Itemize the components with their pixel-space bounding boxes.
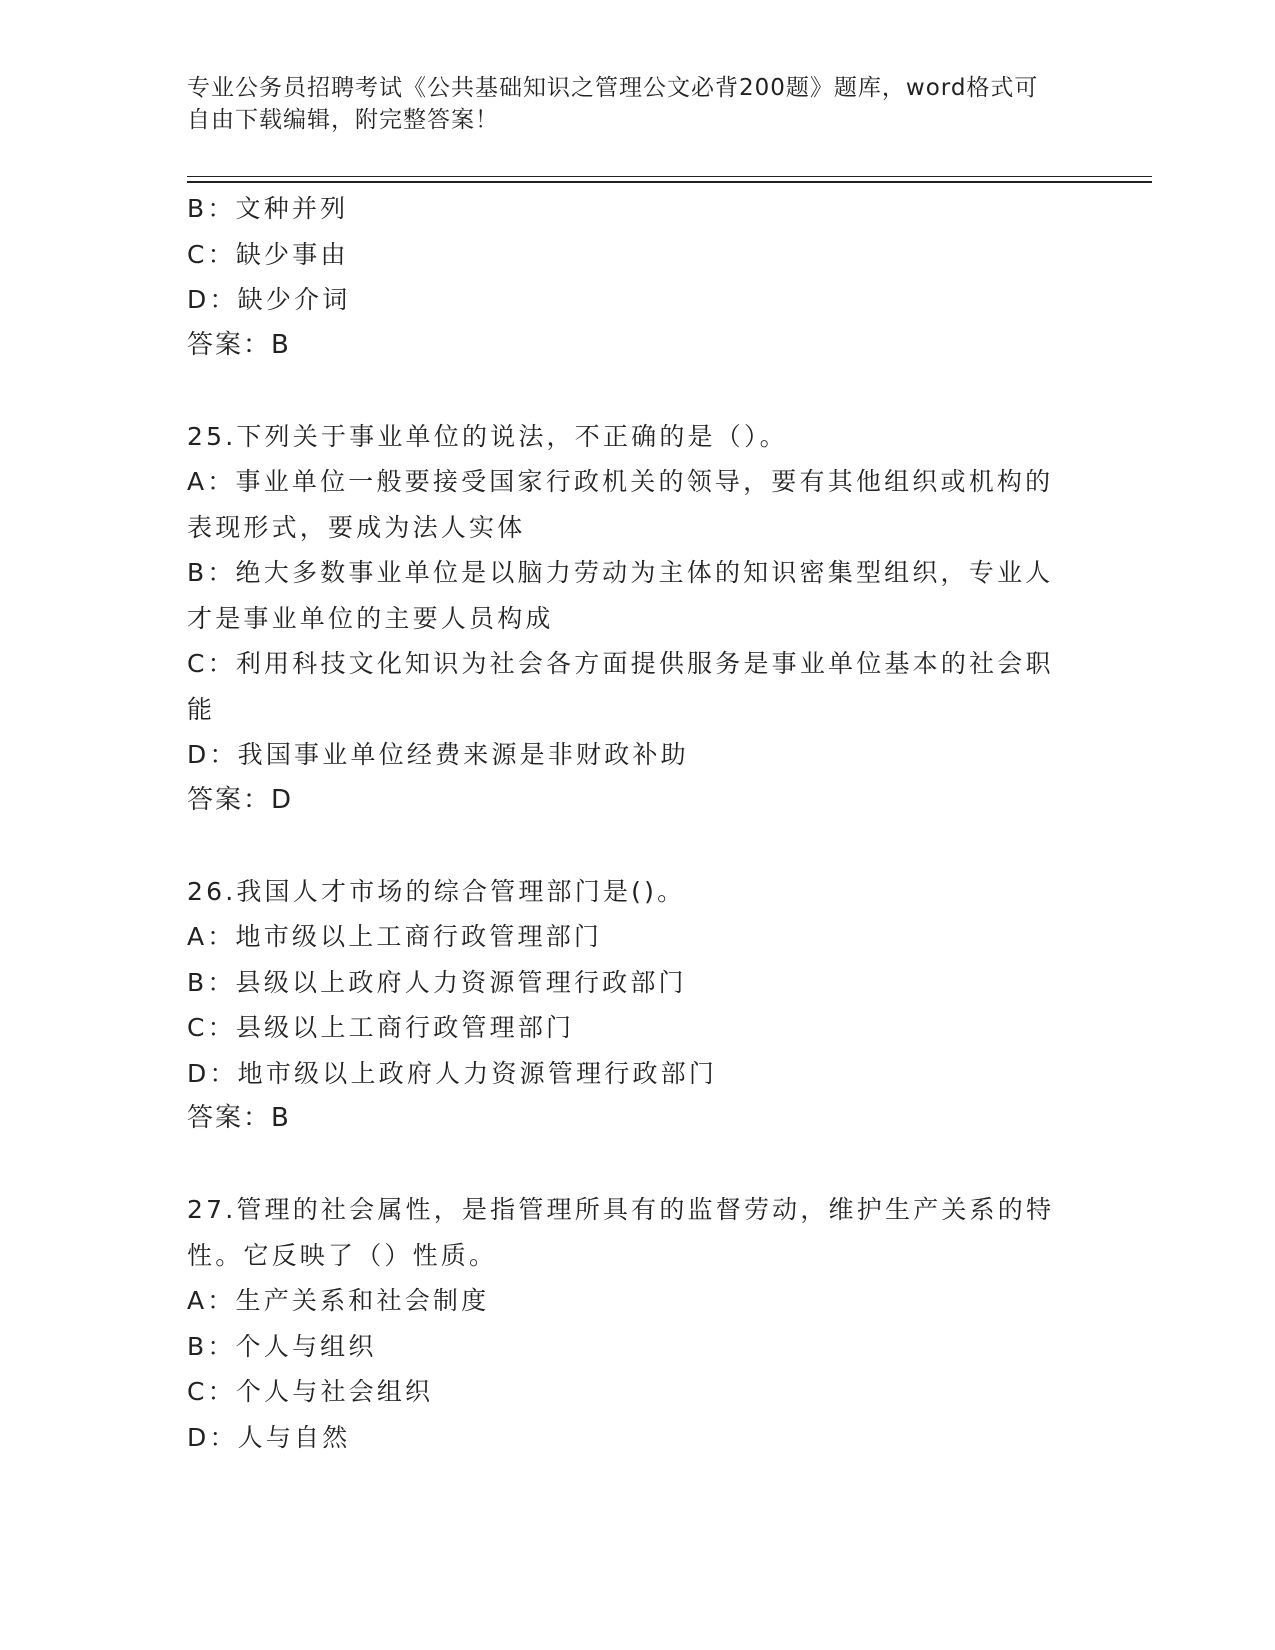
option-b: B：绝大多数事业单位是以脑力劳动为主体的知识密集型组织，专业人 xyxy=(187,558,1054,587)
option-b-cont: 才是事业单位的主要人员构成 xyxy=(187,603,554,633)
spacer xyxy=(187,1142,1087,1188)
option-c-cont: 能 xyxy=(187,694,216,724)
option-a: A：事业单位一般要接受国家行政机关的领导，要有其他组织或机构的 xyxy=(187,467,1054,496)
header-rule-thick xyxy=(187,181,1152,183)
option-a: A：生产关系和社会制度 xyxy=(187,1286,490,1315)
question-stem: 27.管理的社会属性，是指管理所具有的监督劳动，维护生产关系的特 xyxy=(187,1195,1055,1224)
question-24-tail xyxy=(187,186,1087,368)
answer: 答案：B xyxy=(187,329,291,360)
question-stem: 26.我国人才市场的综合管理部门是()。 xyxy=(187,876,686,906)
option-c: C：个人与社会组织 xyxy=(187,1377,434,1406)
header-line-1: 专业公务员招聘考试《公共基础知识之管理公文必背200题》题库，word格式可 xyxy=(187,75,1039,101)
question-27 xyxy=(187,1187,1087,1460)
answer: 答案：D xyxy=(187,784,294,815)
header-line-2: 自由下载编辑，附完整答案！ xyxy=(187,107,499,133)
option-c: C：利用科技文化知识为社会各方面提供服务是事业单位基本的社会职 xyxy=(187,649,1054,678)
option-c: C：县级以上工商行政管理部门 xyxy=(187,1013,575,1042)
option-a-cont: 表现形式，要成为法人实体 xyxy=(187,512,526,542)
option-c: C：缺少事由 xyxy=(187,239,349,269)
option-b: B：个人与组织 xyxy=(187,1331,377,1361)
header-rule-thin xyxy=(187,176,1152,177)
document-body xyxy=(187,186,1087,1460)
option-d: D：我国事业单位经费来源是非财政补助 xyxy=(187,740,689,769)
document-header xyxy=(187,72,1067,136)
option-b: B：文种并列 xyxy=(187,194,349,223)
option-a: A：地市级以上工商行政管理部门 xyxy=(187,922,603,951)
option-d: D：人与自然 xyxy=(187,1422,351,1452)
answer: 答案：B xyxy=(187,1103,291,1133)
question-25 xyxy=(187,414,1087,824)
spacer xyxy=(187,368,1087,414)
option-b: B：县级以上政府人力资源管理行政部门 xyxy=(187,967,687,997)
spacer xyxy=(187,823,1087,869)
question-26 xyxy=(187,869,1087,1142)
option-d: D：地市级以上政府人力资源管理行政部门 xyxy=(187,1058,718,1088)
option-d: D：缺少介词 xyxy=(187,285,351,314)
question-stem-cont: 性。它反映了（）性质。 xyxy=(187,1240,498,1270)
question-stem: 25.下列关于事业单位的说法，不正确的是（）。 xyxy=(187,421,788,451)
